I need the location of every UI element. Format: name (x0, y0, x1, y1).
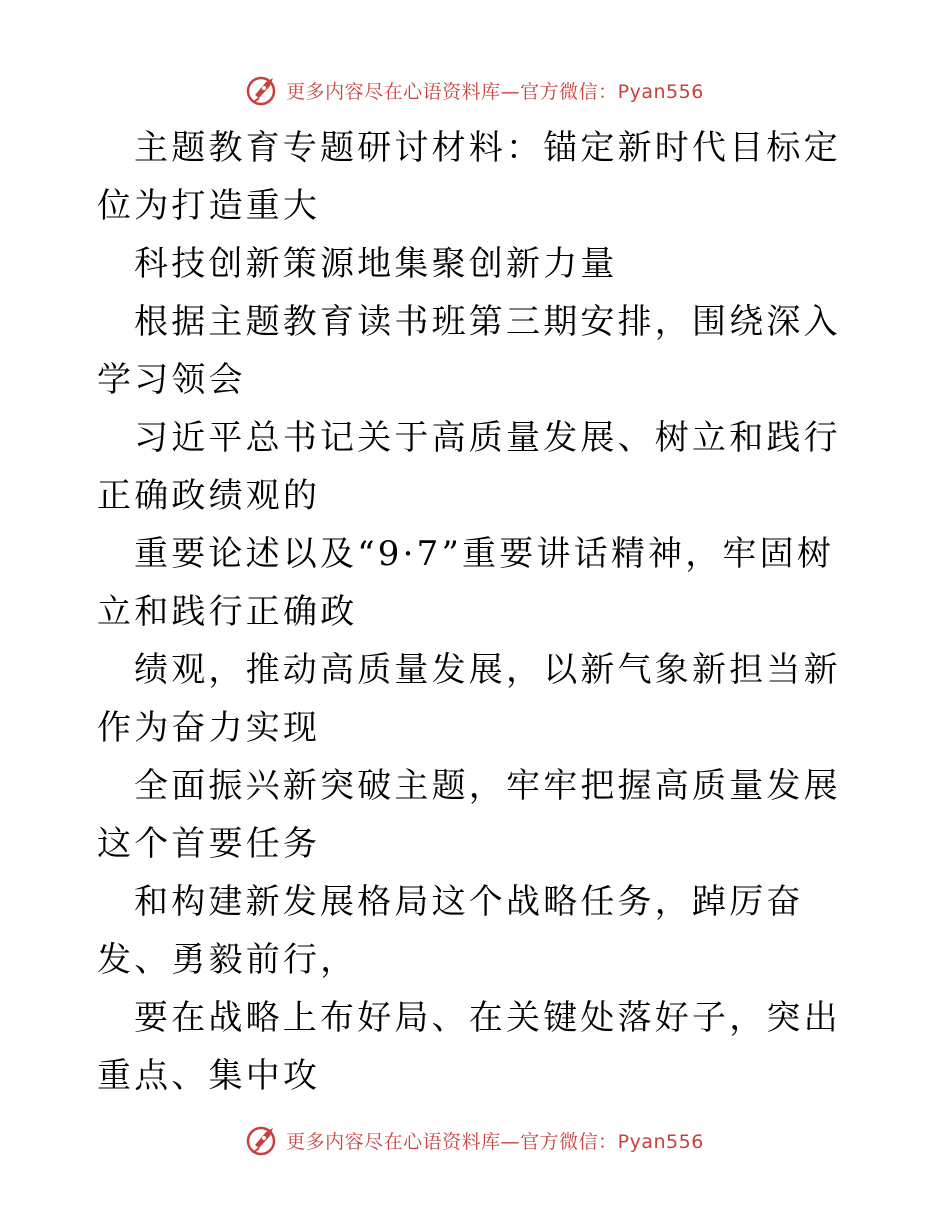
header-banner (0, 70, 950, 110)
paragraph: 科技创新策源地集聚创新力量 (134, 244, 618, 284)
paragraph: 要在战略上布好局、在关键处落好子，突出重点、集中攻 (97, 998, 841, 1096)
paragraph: 绩观，推动高质量发展，以新气象新担当新作为奋力实现 (97, 650, 841, 748)
pen-nib-logo-icon (246, 1123, 280, 1157)
pen-nib-logo-icon (246, 73, 280, 107)
footer-banner-text: 更多内容尽在心语资料库—官方微信：Pyan556 (286, 1130, 704, 1153)
paragraph: 根据主题教育读书班第三期安排，围绕深入学习领会 (97, 302, 841, 400)
paragraph: 全面振兴新突破主题，牢牢把握高质量发展这个首要任务 (97, 766, 841, 864)
paragraph: 主题教育专题研讨材料：锚定新时代目标定位为打造重大 (97, 128, 841, 226)
paragraph: 和构建新发展格局这个战略任务，踔厉奋发、勇毅前行， (97, 882, 804, 980)
paragraph: 习近平总书记关于高质量发展、树立和践行正确政绩观的 (97, 418, 841, 516)
document-body (97, 119, 857, 1105)
header-banner-text: 更多内容尽在心语资料库—官方微信：Pyan556 (286, 80, 704, 103)
footer-banner (0, 1120, 950, 1160)
paragraph: 重要论述以及“9·7”重要讲话精神，牢固树立和践行正确政 (97, 534, 835, 632)
